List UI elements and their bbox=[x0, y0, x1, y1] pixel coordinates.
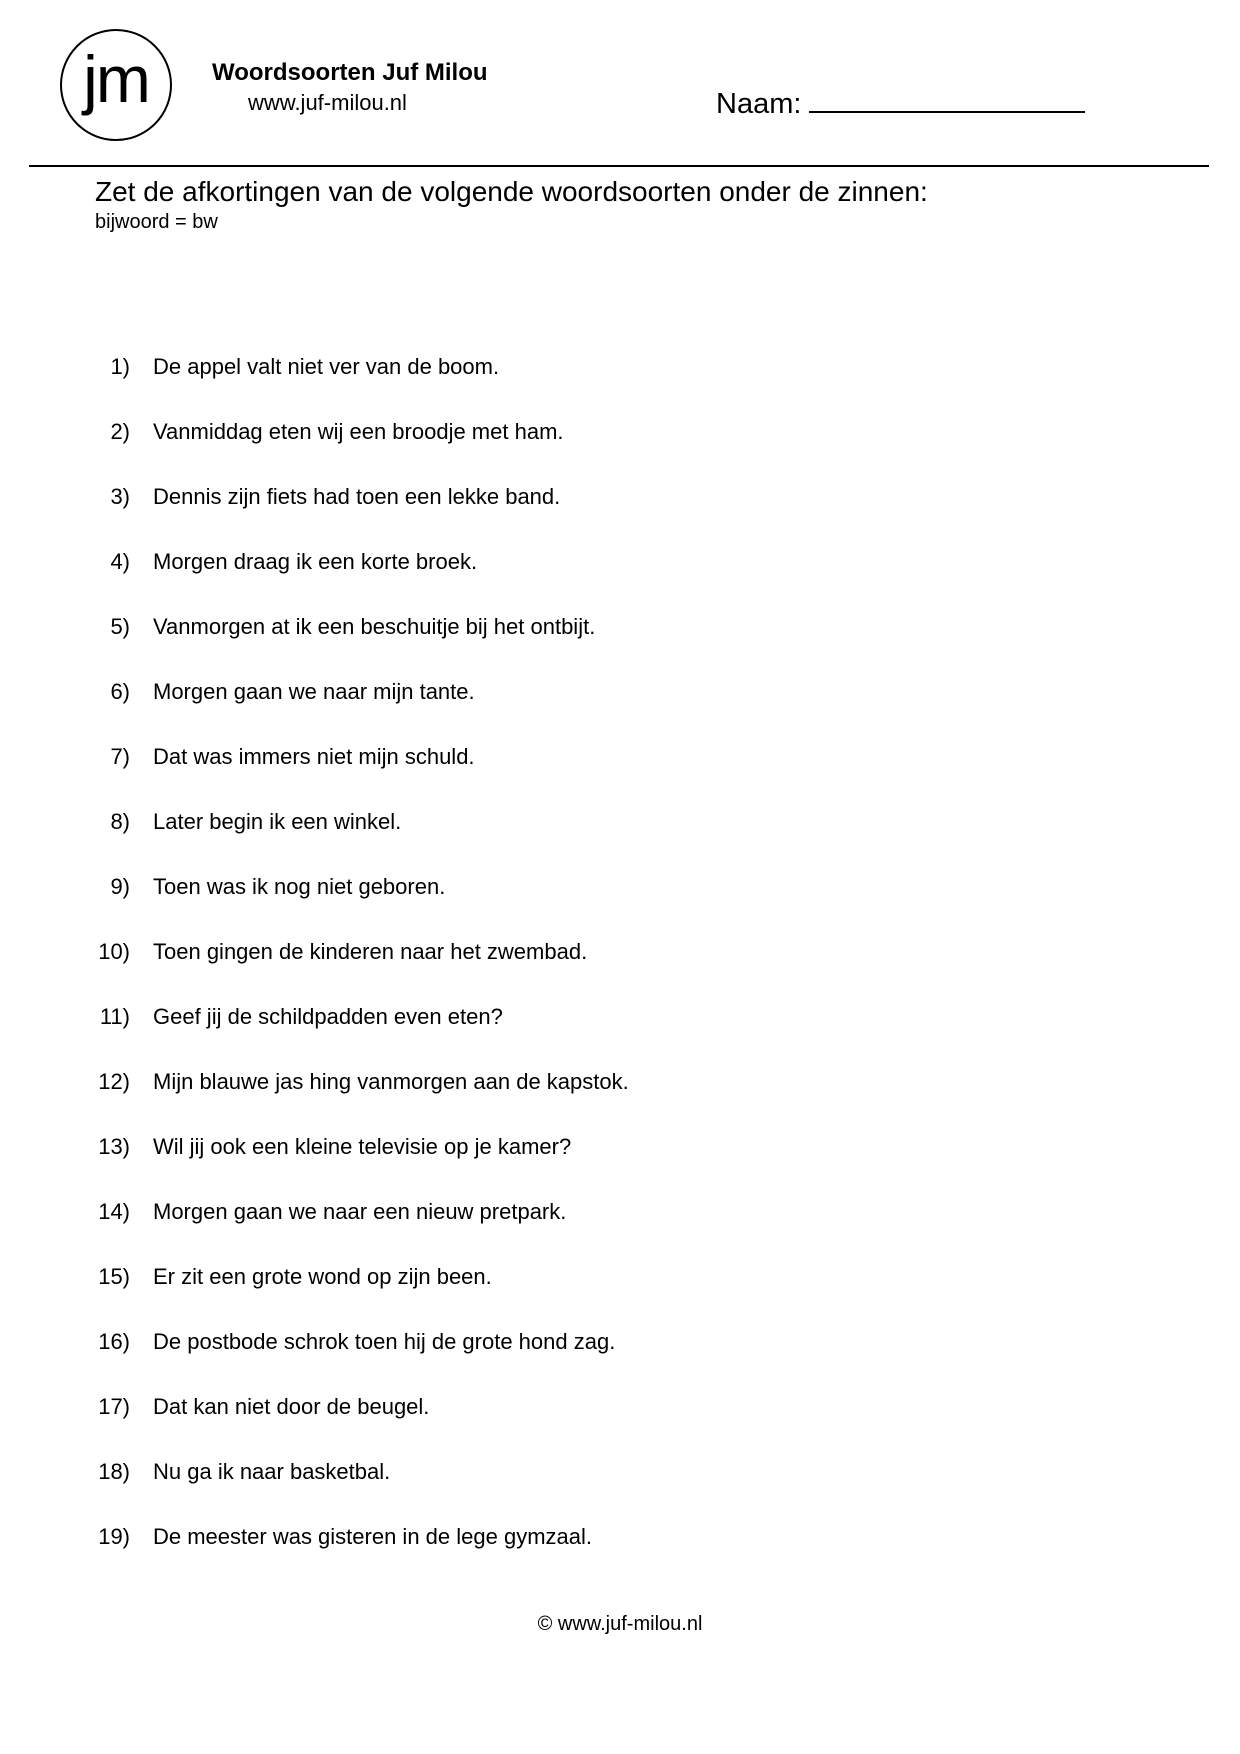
exercise-sentence: Dat kan niet door de beugel. bbox=[153, 1394, 430, 1419]
exercise-item bbox=[0, 1392, 1240, 1457]
exercise-item bbox=[0, 872, 1240, 937]
instruction-title: Zet de afkortingen van de volgende woordsoorten onder de zinnen: bbox=[95, 176, 928, 207]
exercise-item bbox=[0, 807, 1240, 872]
exercise-item bbox=[0, 1002, 1240, 1067]
exercise-number: 9) bbox=[110, 874, 130, 899]
exercise-number: 3) bbox=[110, 484, 130, 509]
exercise-number: 15) bbox=[98, 1264, 130, 1289]
exercise-item bbox=[0, 547, 1240, 612]
exercise-number: 13) bbox=[98, 1134, 130, 1159]
exercise-item bbox=[0, 612, 1240, 677]
exercise-sentence: Dennis zijn fiets had toen een lekke band. bbox=[153, 484, 561, 509]
exercise-number: 10) bbox=[98, 939, 130, 964]
exercise-sentence: Er zit een grote wond op zijn been. bbox=[153, 1264, 492, 1289]
exercise-sentence: Morgen gaan we naar een nieuw pretpark. bbox=[153, 1199, 567, 1224]
site-url: www.juf-milou.nl bbox=[248, 90, 407, 115]
exercise-item bbox=[0, 1197, 1240, 1262]
exercise-number: 5) bbox=[110, 614, 130, 639]
exercise-sentence: Nu ga ik naar basketbal. bbox=[153, 1459, 391, 1484]
exercise-number: 1) bbox=[110, 354, 130, 379]
exercise-number: 7) bbox=[110, 744, 130, 769]
header-divider bbox=[29, 165, 1209, 167]
exercise-item bbox=[0, 1457, 1240, 1522]
name-underline bbox=[809, 85, 1085, 113]
exercise-number: 16) bbox=[98, 1329, 130, 1354]
name-field bbox=[716, 85, 1085, 122]
exercise-number: 2) bbox=[110, 419, 130, 444]
exercise-sentence: De appel valt niet ver van de boom. bbox=[153, 354, 500, 379]
exercise-number: 18) bbox=[98, 1459, 130, 1484]
footer-copyright: © www.juf-milou.nl bbox=[537, 1613, 703, 1635]
exercise-number: 8) bbox=[110, 809, 130, 834]
exercise-list bbox=[0, 352, 1240, 1587]
name-label: Naam: bbox=[716, 88, 802, 120]
exercise-number: 17) bbox=[98, 1394, 130, 1419]
exercise-number: 12) bbox=[98, 1069, 130, 1094]
exercise-sentence: Dat was immers niet mijn schuld. bbox=[153, 744, 475, 769]
exercise-sentence: De meester was gisteren in de lege gymzaal. bbox=[153, 1524, 592, 1549]
exercise-number: 4) bbox=[110, 549, 130, 574]
exercise-sentence: Vanmorgen at ik een beschuitje bij het ontbijt. bbox=[153, 614, 596, 639]
site-title: Woordsoorten Juf Milou bbox=[212, 59, 488, 86]
exercise-item bbox=[0, 1132, 1240, 1197]
exercise-sentence: Toen was ik nog niet geboren. bbox=[153, 874, 446, 899]
exercise-sentence: Geef jij de schildpadden even eten? bbox=[153, 1004, 503, 1029]
exercise-sentence: De postbode schrok toen hij de grote hond zag. bbox=[153, 1329, 616, 1354]
exercise-item bbox=[0, 937, 1240, 1002]
exercise-number: 14) bbox=[98, 1199, 130, 1224]
exercise-number: 6) bbox=[110, 679, 130, 704]
exercise-sentence: Toen gingen de kinderen naar het zwembad. bbox=[153, 939, 588, 964]
exercise-item bbox=[0, 1262, 1240, 1327]
exercise-sentence: Wil jij ook een kleine televisie op je kamer? bbox=[153, 1134, 572, 1159]
exercise-item bbox=[0, 677, 1240, 742]
exercise-item bbox=[0, 352, 1240, 417]
exercise-item bbox=[0, 1522, 1240, 1587]
exercise-number: 19) bbox=[98, 1524, 130, 1549]
exercise-item bbox=[0, 482, 1240, 547]
exercise-sentence: Later begin ik een winkel. bbox=[153, 809, 402, 834]
exercise-item bbox=[0, 1327, 1240, 1392]
exercise-number: 11) bbox=[99, 1004, 130, 1029]
logo-text: jm bbox=[83, 42, 149, 116]
exercise-item bbox=[0, 417, 1240, 482]
exercise-item bbox=[0, 1067, 1240, 1132]
logo bbox=[60, 29, 172, 141]
exercise-sentence: Morgen gaan we naar mijn tante. bbox=[153, 679, 475, 704]
exercise-sentence: Morgen draag ik een korte broek. bbox=[153, 549, 478, 574]
exercise-sentence: Vanmiddag eten wij een broodje met ham. bbox=[153, 419, 564, 444]
instruction-legend: bijwoord = bw bbox=[95, 211, 218, 233]
exercise-item bbox=[0, 742, 1240, 807]
exercise-sentence: Mijn blauwe jas hing vanmorgen aan de kapstok. bbox=[153, 1069, 629, 1094]
